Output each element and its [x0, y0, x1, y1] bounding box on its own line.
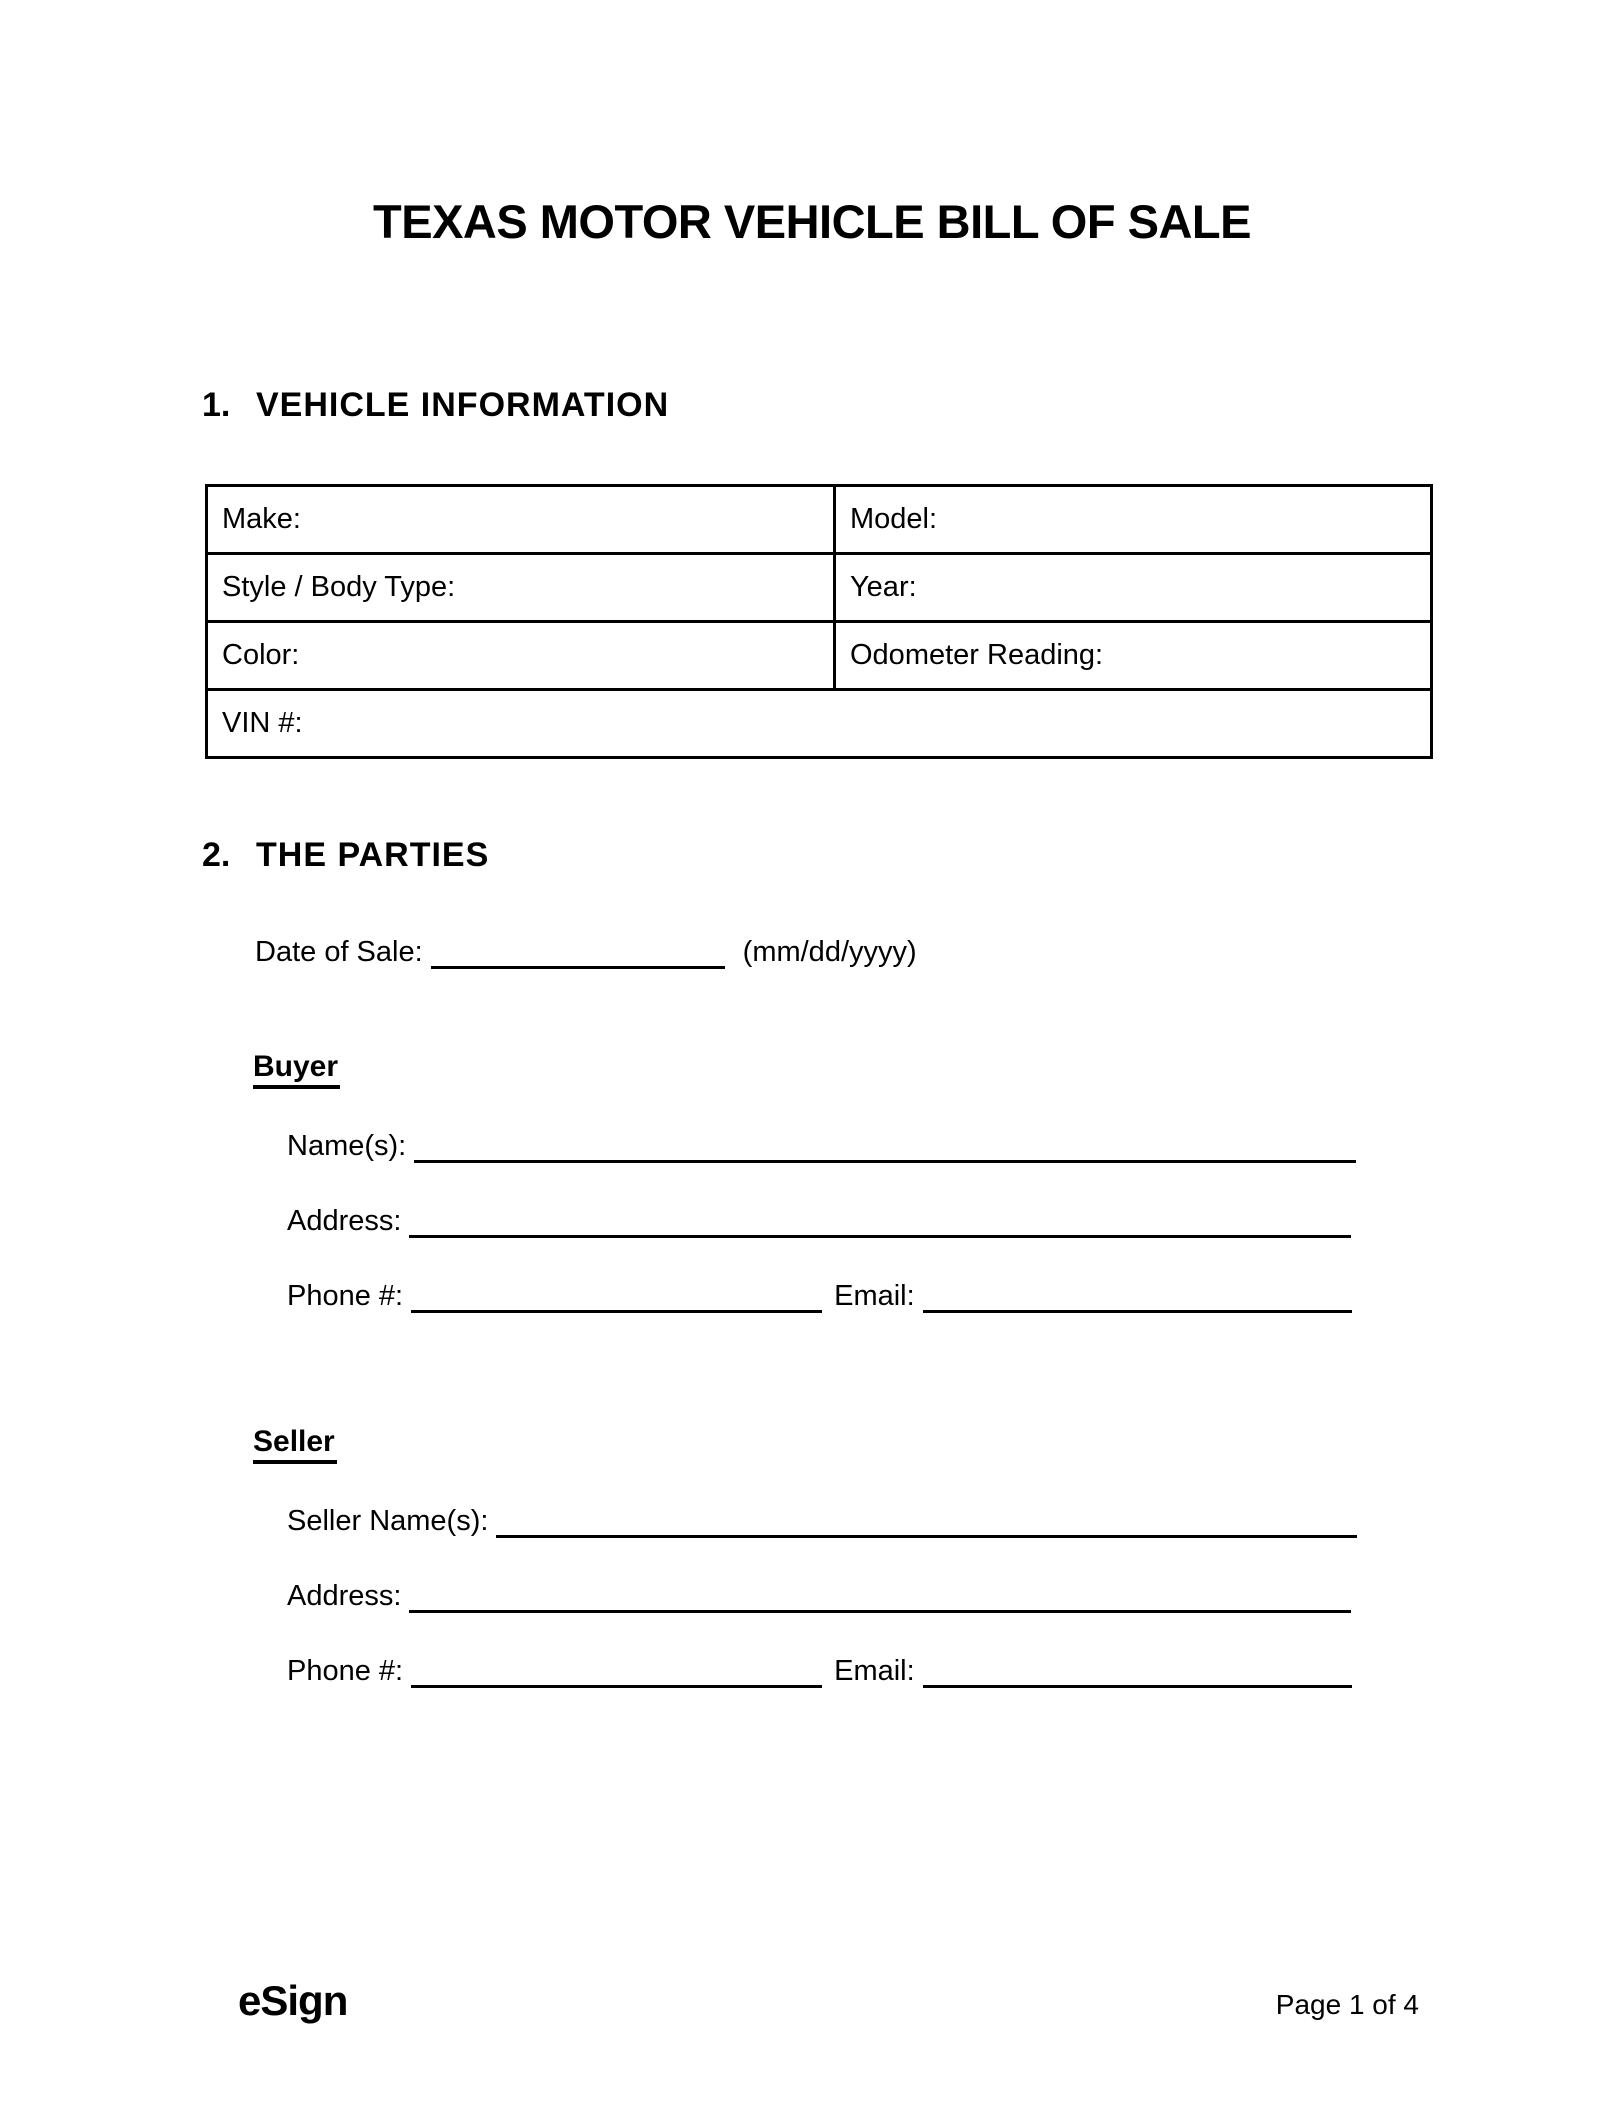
seller-email-label: Email:: [834, 1655, 915, 1687]
vehicle-odometer-cell[interactable]: [835, 622, 1432, 690]
vehicle-year-cell[interactable]: [835, 554, 1432, 622]
seller-name-input-line[interactable]: [496, 1502, 1357, 1538]
seller-phone-label: Phone #:: [287, 1655, 404, 1687]
seller-email-input-line[interactable]: [923, 1652, 1352, 1688]
esign-logo: eSign: [238, 1977, 348, 2024]
buyer-address-row: [287, 1205, 1351, 1238]
seller-section-heading: Seller: [253, 1427, 337, 1464]
section-heading-label: THE PARTIES: [256, 836, 490, 874]
date-format-hint: (mm/dd/yyyy): [742, 936, 917, 968]
date-of-sale-label: Date of Sale:: [255, 936, 423, 968]
buyer-name-input-line[interactable]: [414, 1127, 1356, 1163]
buyer-name-label: Name(s):: [287, 1130, 407, 1162]
vehicle-model-label: Model:: [850, 503, 938, 535]
document-title: TEXAS MOTOR VEHICLE BILL OF SALE: [373, 195, 1251, 248]
vehicle-model-cell[interactable]: [835, 486, 1432, 554]
seller-address-label: Address:: [287, 1580, 402, 1612]
vehicle-information-table: [205, 484, 1433, 759]
vehicle-make-label: Make:: [222, 503, 301, 535]
vehicle-style-cell[interactable]: [207, 554, 835, 622]
buyer-phone-input-line[interactable]: [411, 1277, 822, 1313]
buyer-address-label: Address:: [287, 1205, 402, 1237]
page-indicator: Page 1 of 4: [1275, 1989, 1419, 2020]
vehicle-make-cell[interactable]: [207, 486, 835, 554]
buyer-email-input-line[interactable]: [923, 1277, 1352, 1313]
seller-name-row: [287, 1505, 1357, 1538]
table-row: [207, 554, 1432, 622]
table-row: [207, 486, 1432, 554]
vehicle-vin-cell[interactable]: [207, 690, 1432, 758]
section-number: 1.: [202, 386, 231, 424]
vehicle-odometer-label: Odometer Reading:: [850, 639, 1104, 671]
section-heading-the-parties: [202, 836, 489, 875]
seller-contact-row: [287, 1655, 1352, 1688]
buyer-name-row: [287, 1130, 1356, 1163]
vehicle-vin-label: VIN #:: [222, 707, 303, 739]
vehicle-color-cell[interactable]: [207, 622, 835, 690]
buyer-section-heading: Buyer: [253, 1052, 340, 1089]
buyer-address-input-line[interactable]: [409, 1202, 1351, 1238]
buyer-email-label: Email:: [834, 1280, 915, 1312]
buyer-contact-row: [287, 1280, 1352, 1313]
table-row: [207, 690, 1432, 758]
vehicle-color-label: Color:: [222, 639, 300, 671]
seller-name-label: Seller Name(s):: [287, 1505, 489, 1537]
section-heading-label: VEHICLE INFORMATION: [256, 386, 670, 424]
section-number: 2.: [202, 836, 231, 874]
table-row: [207, 622, 1432, 690]
date-of-sale-row: [255, 936, 920, 969]
seller-address-input-line[interactable]: [409, 1577, 1351, 1613]
vehicle-year-label: Year:: [850, 571, 917, 603]
seller-phone-input-line[interactable]: [411, 1652, 822, 1688]
date-of-sale-input-line[interactable]: [431, 933, 725, 969]
seller-address-row: [287, 1580, 1351, 1613]
buyer-phone-label: Phone #:: [287, 1280, 404, 1312]
section-heading-vehicle-information: [202, 386, 669, 425]
vehicle-style-label: Style / Body Type:: [222, 571, 456, 603]
